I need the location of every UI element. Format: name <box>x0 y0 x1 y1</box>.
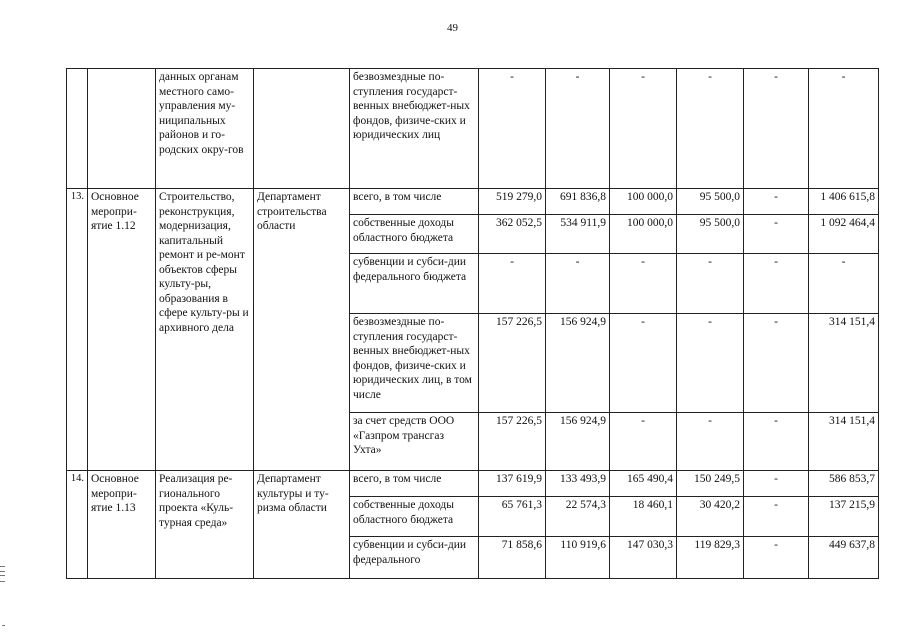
value-cell: 95 500,0 <box>677 215 744 254</box>
funding-source: всего, в том числе <box>350 189 479 215</box>
funding-source: собственные доходы областного бюджета <box>350 215 479 254</box>
value-cell: 65 761,3 <box>479 497 546 537</box>
funding-source: всего, в том числе <box>350 471 479 497</box>
table-row <box>67 69 879 189</box>
budget-table <box>66 68 879 579</box>
value-cell: - <box>479 69 546 189</box>
row-number: 13. <box>67 189 88 471</box>
value-cell: - <box>744 471 809 497</box>
activity-title: Строительство, реконструкция, модернизация, капитальный ремонт и ре-монт объектов сферы культу-ры, образования в сфере культу-ры и архивного дела <box>156 189 254 471</box>
value-cell: - <box>610 413 677 471</box>
value-cell: 691 836,8 <box>546 189 610 215</box>
value-cell: 71 858,6 <box>479 537 546 579</box>
value-cell: 1 092 464,4 <box>809 215 879 254</box>
value-cell: 133 493,9 <box>546 471 610 497</box>
value-cell: 137 215,9 <box>809 497 879 537</box>
value-cell: 449 637,8 <box>809 537 879 579</box>
value-cell: 314 151,4 <box>809 413 879 471</box>
activity-title: Реализация ре-гионального проекта «Куль-турная среда» <box>156 471 254 579</box>
funding-source: за счет средств ООО «Газпром трансгаз Ухта» <box>350 413 479 471</box>
executor <box>254 69 350 189</box>
value-cell: 95 500,0 <box>677 189 744 215</box>
value-cell: 165 490,4 <box>610 471 677 497</box>
value-cell: 314 151,4 <box>809 314 879 413</box>
value-cell: 534 911,9 <box>546 215 610 254</box>
margin-dot <box>2 625 5 626</box>
value-cell: 156 924,9 <box>546 413 610 471</box>
value-cell: 362 052,5 <box>479 215 546 254</box>
value-cell: 157 226,5 <box>479 413 546 471</box>
value-cell: - <box>546 69 610 189</box>
value-cell: 100 000,0 <box>610 215 677 254</box>
value-cell: - <box>809 69 879 189</box>
value-cell: 30 420,2 <box>677 497 744 537</box>
table-row <box>67 189 879 215</box>
value-cell: - <box>744 497 809 537</box>
value-cell: - <box>677 413 744 471</box>
value-cell: - <box>744 69 809 189</box>
value-cell: - <box>744 189 809 215</box>
value-cell: 519 279,0 <box>479 189 546 215</box>
executor: Департамент строительства области <box>254 189 350 471</box>
executor: Департамент культуры и ту-ризма области <box>254 471 350 579</box>
funding-source: субвенции и субси-дии федерального бюджета <box>350 254 479 314</box>
value-cell: 100 000,0 <box>610 189 677 215</box>
value-cell: - <box>744 254 809 314</box>
value-cell: - <box>610 314 677 413</box>
funding-source: безвозмездные по-ступления государст-венных внебюджет-ных фондов, физиче-ских и юридических лиц <box>350 69 479 189</box>
value-cell: - <box>610 254 677 314</box>
page-number: 49 <box>447 22 458 34</box>
value-cell: - <box>744 413 809 471</box>
value-cell: 18 460,1 <box>610 497 677 537</box>
value-cell: 157 226,5 <box>479 314 546 413</box>
activity-type: Основное меропри-ятие 1.13 <box>88 471 156 579</box>
value-cell: 150 249,5 <box>677 471 744 497</box>
value-cell: 110 919,6 <box>546 537 610 579</box>
table-row <box>67 471 879 497</box>
value-cell: 137 619,9 <box>479 471 546 497</box>
activity-type: Основное меропри-ятие 1.12 <box>88 189 156 471</box>
value-cell: - <box>744 314 809 413</box>
value-cell: 1 406 615,8 <box>809 189 879 215</box>
value-cell: - <box>744 537 809 579</box>
activity-title: данных органам местного само-управления му-ниципальных районов и го-родских окру-гов <box>156 69 254 189</box>
value-cell: - <box>677 254 744 314</box>
row-number <box>67 69 88 189</box>
activity-type <box>88 69 156 189</box>
funding-source: субвенции и субси-дии федерального <box>350 537 479 579</box>
funding-source: безвозмездные по-ступления государст-венных внебюджет-ных фондов, физиче-ских и юридических лиц, в том числе <box>350 314 479 413</box>
value-cell: - <box>677 69 744 189</box>
margin-mark <box>0 566 5 582</box>
value-cell: - <box>610 69 677 189</box>
value-cell: 119 829,3 <box>677 537 744 579</box>
row-number: 14. <box>67 471 88 579</box>
value-cell: - <box>677 314 744 413</box>
value-cell: - <box>809 254 879 314</box>
value-cell: 156 924,9 <box>546 314 610 413</box>
funding-source: собственные доходы областного бюджета <box>350 497 479 537</box>
value-cell: 586 853,7 <box>809 471 879 497</box>
value-cell: - <box>479 254 546 314</box>
value-cell: - <box>744 215 809 254</box>
value-cell: 147 030,3 <box>610 537 677 579</box>
value-cell: - <box>546 254 610 314</box>
value-cell: 22 574,3 <box>546 497 610 537</box>
